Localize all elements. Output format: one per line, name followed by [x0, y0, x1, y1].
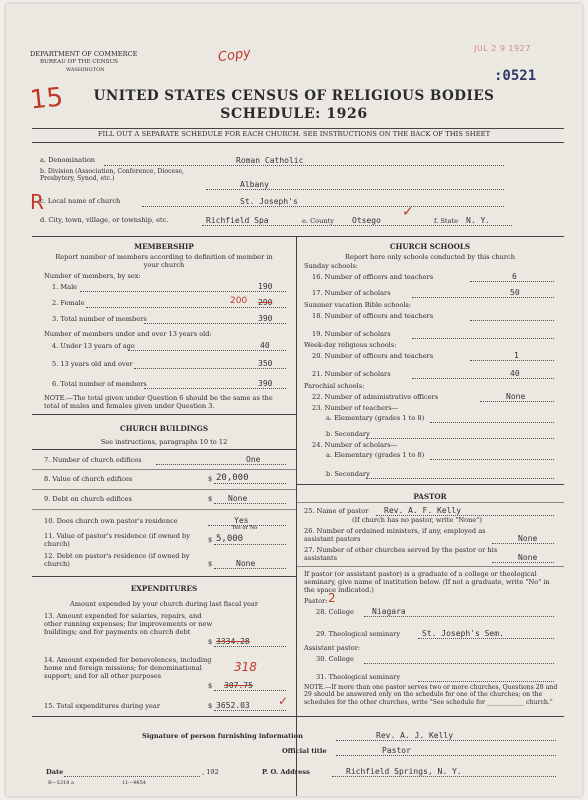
denomination-label: a. Denomination	[40, 156, 96, 164]
form-instruction: FILL OUT A SEPARATE SCHEDULE FOR EACH CHURCH. SEE INSTRUCTIONS ON THE BACK OF THIS SHEET	[97, 130, 491, 138]
q30-label: 30. College	[316, 655, 354, 663]
q9-value: None	[228, 494, 248, 503]
q7-value: One	[246, 455, 261, 464]
q8-value: 20,000	[216, 473, 249, 483]
q1-label: 1. Male	[52, 283, 78, 291]
q24-label: 24. Number of scholars—	[312, 441, 398, 449]
check-mark: ✓	[402, 204, 414, 220]
q15-value: 3652.03	[216, 701, 250, 710]
form-number: B—5318 a	[48, 780, 74, 786]
q12-value: None	[236, 559, 256, 568]
q19-label: 19. Number of scholars	[312, 330, 391, 338]
expenditures-heading: EXPENDITURES	[130, 584, 198, 593]
copy-handwritten-mark: Copy	[217, 45, 252, 66]
division-value: Albany	[240, 180, 269, 189]
q25-label: 25. Name of pastor	[304, 507, 369, 515]
q28-label: 28. College	[316, 608, 354, 616]
q10-label: 10. Does church own pastor's residence	[44, 517, 178, 525]
q22-value: None	[506, 392, 526, 401]
fill-line	[214, 503, 286, 504]
expenditures-subheading: Amount expended by your church during last fiscal year	[69, 600, 259, 608]
fill-line	[470, 281, 554, 282]
census-schedule-sheet	[6, 4, 582, 796]
official-title-label: Official title	[282, 747, 327, 755]
q2-label: 2. Female	[52, 299, 85, 307]
q4-value: 40	[260, 341, 270, 350]
q23b-label: b. Secondary	[326, 430, 370, 438]
q6-value: 390	[258, 379, 273, 388]
check-mark: ✓	[278, 694, 289, 708]
q28-value: Niagara	[372, 607, 406, 616]
q18-label: 18. Number of officers and teachers	[312, 312, 434, 320]
signature-label: Signature of person furnishing information	[142, 732, 303, 740]
q31-label: 31. Theological seminary	[316, 673, 401, 681]
q23a-label: a. Elementary (grades 1 to 8)	[326, 414, 425, 422]
q17-label: 17. Number of scholars	[312, 289, 391, 297]
fill-line	[156, 464, 286, 465]
year-prefix: , 192	[202, 768, 219, 776]
q13-value: 3334.28	[216, 637, 250, 646]
q29-value: St. Joseph's Sem.	[422, 629, 504, 638]
divider	[32, 142, 564, 143]
q14-label: 14. Amount expended for benevolences, including home and foreign missions; for denominational support; and for all other purposes	[44, 656, 212, 680]
q6-label: 6. Total number of members	[52, 380, 147, 388]
divider	[296, 502, 564, 503]
fill-line	[332, 776, 556, 777]
parochial-schools-label: Parochial schools:	[304, 382, 365, 390]
q26-value: None	[518, 534, 538, 543]
q14-dollar: $	[208, 682, 213, 690]
q15-dollar: $	[208, 702, 213, 710]
fill-line	[142, 206, 504, 207]
form-subtitle: SCHEDULE: 1926	[220, 106, 368, 122]
q20-value: 1	[514, 351, 519, 360]
q12-dollar: $	[208, 560, 213, 568]
fill-line	[214, 483, 286, 484]
membership-note: NOTE.—The total given under Question 6 should be the same as the total of males and females given under Question 3.	[44, 394, 273, 410]
weekday-schools-label: Week-day religious schools:	[304, 341, 397, 349]
official-title-value: Pastor	[382, 746, 411, 755]
department-name: DEPARTMENT OF COMMERCE	[30, 50, 138, 58]
church-name-label: c. Local name of church	[40, 197, 121, 205]
q12-label: 12. Debt on pastor's residence (if owned by church)	[44, 552, 190, 568]
r-handwritten-mark: R	[30, 190, 44, 214]
q11-label: 11. Value of pastor's residence (if owned by church)	[44, 532, 190, 548]
divider	[32, 414, 296, 415]
pastor-heading: PASTOR	[413, 492, 447, 501]
fill-line	[470, 320, 554, 321]
sunday-schools-label: Sunday schools:	[304, 262, 358, 270]
state-label: f. State	[434, 217, 459, 225]
fill-line	[64, 776, 200, 777]
pastor-handwritten-mark: 2	[328, 591, 336, 605]
q5-label: 5. 13 years old and over	[52, 360, 133, 368]
fill-line	[412, 378, 554, 379]
fill-line	[86, 307, 286, 308]
pastor-note: NOTE.—If more than one pastor serves two or more churches, Questions 28 and 29 should be answered only on the schedule for one of the churches; on the schedules for the other churches, write "See schedule for ____________ church."	[304, 684, 558, 706]
q4-label: 4. Under 13 years of age	[52, 342, 135, 350]
bureau-city: WASHINGTON	[66, 67, 105, 73]
date-label: Date	[46, 768, 64, 776]
fill-line	[202, 225, 512, 226]
fill-line	[214, 646, 286, 647]
state-value: N. Y.	[466, 216, 491, 225]
divider	[32, 469, 296, 470]
assistant-pastor-label: Assistant pastor:	[304, 644, 361, 652]
schools-intro: Report here only schools conducted by this church	[345, 253, 515, 261]
membership-heading: MEMBERSHIP	[134, 242, 194, 251]
q2-value: 290	[258, 298, 273, 307]
fill-line	[214, 544, 286, 545]
county-label: e. County	[302, 217, 334, 225]
page-number-handwritten: 15	[28, 82, 65, 116]
q15-label: 15. Total expenditures during year	[44, 702, 160, 710]
q9-label: 9. Debt on church edifices	[44, 495, 132, 503]
po-address-label: P. O. Address	[262, 768, 310, 776]
q1-value: 190	[258, 282, 273, 291]
divider	[32, 236, 564, 237]
divider	[32, 509, 296, 510]
fill-line	[206, 189, 504, 190]
city-value: Richfield Spa	[206, 216, 269, 225]
division-label: b. Division (Association, Conference, Diocese, Presbytery, Synod, etc.)	[40, 168, 184, 182]
fill-line	[418, 681, 554, 682]
fill-line	[336, 755, 556, 756]
fill-line	[214, 568, 286, 569]
pastor-sub-label: Pastor:	[304, 597, 328, 605]
fill-line	[214, 710, 286, 711]
divider	[32, 576, 296, 577]
fill-line	[364, 663, 554, 664]
q25-hint: (If church has no pastor, write "None")	[352, 516, 482, 524]
divider	[32, 489, 296, 490]
q8-dollar: $	[208, 475, 213, 483]
q16-label: 16. Number of officers and teachers	[312, 273, 434, 281]
fill-line	[366, 438, 554, 439]
q10-hint: Yes or No	[232, 525, 258, 531]
q14-value: 307.75	[224, 681, 253, 690]
fill-line	[430, 422, 554, 423]
q11-dollar: $	[208, 536, 213, 544]
fill-line	[336, 740, 556, 741]
city-label: d. City, town, village, or township, etc.	[40, 216, 169, 224]
fill-line	[418, 638, 554, 639]
q23-label: 23. Number of teachers—	[312, 404, 399, 412]
print-number: 11—9654	[122, 780, 147, 786]
county-value: Otsego	[352, 216, 381, 225]
q21-label: 21. Number of scholars	[312, 370, 391, 378]
q13-label: 13. Amount expended for salaries, repairs, and other running expenses; for improvements or new buildings; and for payments on church debt	[44, 612, 213, 636]
fill-line	[144, 323, 286, 324]
q10-value: Yes	[234, 516, 249, 525]
fill-line	[430, 459, 554, 460]
fill-line	[492, 543, 554, 544]
members-by-sex-label: Number of members, by sex:	[44, 272, 141, 280]
q24b-label: b. Secondary	[326, 470, 370, 478]
po-address-value: Richfield Springs, N. Y.	[346, 767, 462, 776]
fill-line	[366, 478, 554, 479]
fill-line	[480, 401, 554, 402]
received-date-stamp: JUL 2 9 1927	[474, 44, 531, 53]
fill-line	[104, 165, 504, 166]
church-name-value: St. Joseph's	[240, 197, 298, 206]
divider	[32, 716, 564, 717]
q22-label: 22. Number of administrative officers	[312, 393, 439, 401]
q27-label: 27. Number of other churches served by the pastor or his assistants	[304, 546, 498, 562]
q13-dollar: $	[208, 638, 213, 646]
q21-value: 40	[510, 369, 520, 378]
divider	[32, 449, 296, 450]
signature-value: Rev. A. J. Kelly	[376, 731, 454, 740]
denomination-value: Roman Catholic	[236, 156, 304, 165]
bureau-name: BUREAU OF THE CENSUS	[40, 59, 119, 65]
fill-line	[134, 368, 286, 369]
q25-value: Rev. A. F. Kelly	[384, 506, 462, 515]
fill-line	[144, 388, 286, 389]
q8-label: 8. Value of church edifices	[44, 475, 133, 483]
membership-intro: Report number of members according to definition of member in your church	[55, 253, 273, 269]
q27-value: None	[518, 553, 538, 562]
fill-line	[364, 616, 554, 617]
graduate-note: If pastor (or assistant pastor) is a graduate of a college or theological seminary, give name of institution below. (If not a graduate, write "No" in the space indicated.)	[304, 570, 550, 594]
fill-line	[128, 350, 286, 351]
q2-handwritten-correction: 200	[230, 296, 248, 306]
fill-line	[492, 562, 554, 563]
q16-value: 6	[512, 272, 517, 281]
serial-number: :0521	[494, 68, 537, 84]
q3-value: 390	[258, 314, 273, 323]
column-divider	[296, 236, 297, 796]
q11-value: 5,000	[216, 534, 244, 544]
q20-label: 20. Number of officers and teachers	[312, 352, 434, 360]
divider	[296, 566, 564, 567]
fill-line	[80, 291, 286, 292]
q3-label: 3. Total number of members	[52, 315, 147, 323]
form-title: UNITED STATES CENSUS OF RELIGIOUS BODIES	[93, 88, 495, 104]
q7-label: 7. Number of church edifices	[44, 456, 142, 464]
department-block	[30, 50, 150, 74]
schools-heading: CHURCH SCHOOLS	[389, 242, 471, 251]
fill-line	[412, 297, 554, 298]
fill-line	[412, 338, 554, 339]
q29-label: 29. Theological seminary	[316, 630, 401, 638]
q9-dollar: $	[208, 495, 213, 503]
buildings-subheading: See instructions, paragraphs 10 to 12	[100, 438, 228, 446]
divider	[296, 484, 564, 485]
summer-schools-label: Summer vacation Bible schools:	[304, 301, 412, 309]
q17-value: 50	[510, 288, 520, 297]
age-intro-label: Number of members under and over 13 years old:	[44, 330, 212, 338]
q24a-label: a. Elementary (grades 1 to 8)	[326, 451, 425, 459]
fill-line	[214, 690, 286, 691]
buildings-heading: CHURCH BUILDINGS	[119, 424, 209, 433]
fill-line	[470, 360, 554, 361]
q26-label: 26. Number of ordained ministers, if any, employed as assistant pastors	[304, 527, 486, 543]
divider	[32, 128, 564, 129]
q5-value: 350	[258, 359, 273, 368]
q14-handwritten-correction: 318	[234, 660, 257, 674]
